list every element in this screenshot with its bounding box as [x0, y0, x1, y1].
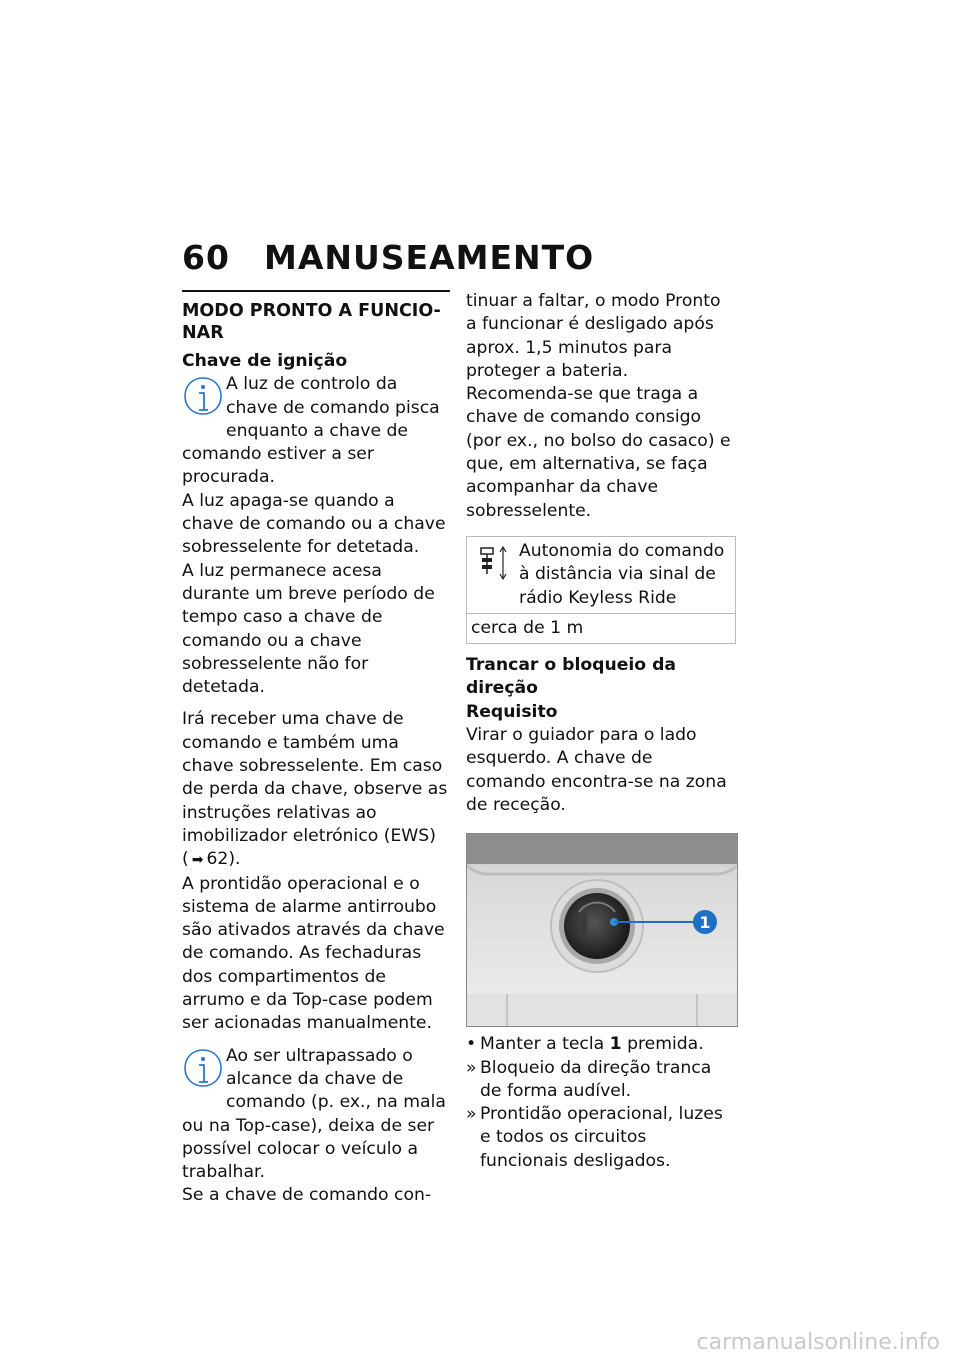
right-column	[466, 290, 734, 1173]
range-measure-icon	[475, 544, 515, 588]
spec-table	[466, 536, 736, 644]
procedure-heading: Trancar o bloqueio da direção	[466, 655, 676, 699]
bullet-mark: •	[466, 1034, 477, 1055]
chapter-title: MANUSEAMENTO	[264, 238, 595, 277]
left-column	[182, 290, 450, 1208]
page-reference[interactable]: ( ➡ 62).	[182, 849, 241, 869]
paragraph: A prontidão operacional e o sistema de alarme antirroubo são ativados através da chave de comando. As fechaduras dos compartimentos de arrumo e da Top-case podem ser acionadas manualmente.	[182, 873, 445, 1034]
info-icon	[182, 376, 224, 422]
step-action: • Manter a tecla 1 premida.	[466, 1033, 734, 1056]
paragraph-text: Irá receber uma chave de comando e também uma chave sobresselente. Em caso de perda da chave, observe as instruções relativas ao imobilizador eletrónico (EWS)	[182, 709, 448, 846]
paragraph: Virar o guiador para o lado esquerdo. A chave de comando encontra-se na zona de receção.	[466, 725, 727, 815]
page-ref-arrow-icon: ➡	[191, 852, 204, 869]
subheading-ignition-key: Chave de ignição	[182, 351, 348, 371]
key-number: 1	[609, 1034, 622, 1055]
step-result: » Bloqueio da direção tranca de forma audível.	[466, 1057, 712, 1101]
paragraph: A luz apaga-se quando a chave de comando ou a chave sobresselente for detetada.	[182, 490, 446, 558]
info-note-2	[182, 1045, 450, 1185]
paragraph	[182, 708, 450, 872]
section-title: MODO PRONTO A FUNCIO-NAR	[182, 290, 450, 344]
procedure-steps	[466, 1033, 734, 1173]
spec-row-value	[467, 613, 736, 643]
spec-row-label	[467, 536, 736, 613]
spec-label: Autonomia do comando à distância via sinal de rádio Keyless Ride	[519, 540, 725, 608]
result-mark: »	[466, 1104, 477, 1125]
watermark: carmanualsonline.info	[696, 1330, 940, 1355]
info-note-1	[182, 373, 450, 489]
paragraph: Recomenda-se que traga a chave de comando consigo (por ex., no bolso do casaco) e que, em alternativa, se faça acompanhar da chave sobresselente.	[466, 384, 731, 521]
steering-lock-figure	[466, 833, 738, 1027]
paragraph: tinuar a faltar, o modo Pronto a funcionar é desligado após aprox. 1,5 minutos para proteger a bateria.	[466, 291, 721, 381]
page-ref-number: 62	[206, 849, 229, 870]
result-mark: »	[466, 1057, 477, 1078]
ignition-button-illustration	[467, 834, 737, 1026]
page-header	[182, 238, 594, 278]
paragraph: Se a chave de comando con-	[182, 1185, 432, 1206]
step-result: » Prontidão operacional, luzes e todos os circuitos funcionais desligados.	[466, 1104, 723, 1171]
page-number: 60	[182, 238, 230, 277]
spec-value: cerca de 1 m	[467, 613, 736, 643]
info-icon	[182, 1048, 224, 1094]
paragraph: A luz permanece acesa durante um breve período de tempo caso a chave de comando ou a chave sobresselente não for detetada.	[182, 560, 435, 698]
note2-text: Ao ser ultrapassado o alcance da chave de comando (p. ex., na mala ou na Top-case), deixa de ser possível colocar o veículo a trabalhar.	[182, 1045, 446, 1183]
figure-callout-1: 1	[699, 913, 711, 933]
requirement-heading: Requisito	[466, 701, 558, 722]
note1-text: A luz de controlo da chave de comando pisca enquanto a chave de comando estiver a ser procurada.	[182, 374, 440, 488]
